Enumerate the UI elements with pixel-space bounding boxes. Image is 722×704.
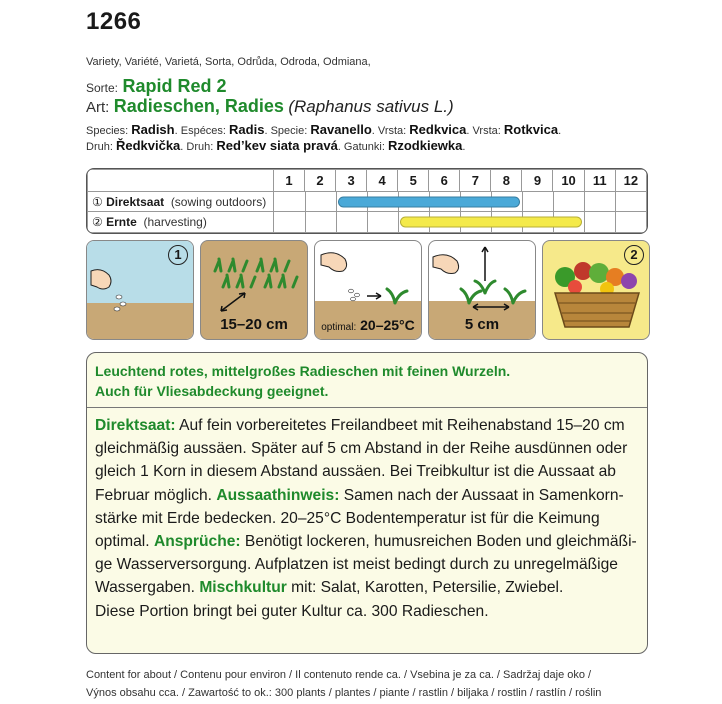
footer-line-1: Content for about / Contenu pour environ / Il contenuto rende ca. / Vsebina je za ca. / Sadržaj daje oko / bbox=[86, 669, 592, 681]
month-2: 2 bbox=[304, 170, 335, 192]
month-11: 11 bbox=[584, 170, 615, 192]
calendar-gridline bbox=[615, 212, 616, 232]
sorte-value: Rapid Red 2 bbox=[122, 76, 227, 96]
headline-2: Auch für Vliesabdeckung geeignet. bbox=[95, 383, 329, 399]
calendar-gridline bbox=[336, 212, 337, 232]
aussaat-label: Aussaathinweis: bbox=[216, 486, 340, 504]
sowing-period-bar bbox=[338, 196, 520, 207]
calendar-gridline bbox=[522, 192, 523, 212]
packet-number: 1266 bbox=[86, 8, 142, 35]
pictogram-strip bbox=[86, 240, 648, 344]
direktsaat-label: Direktsaat: bbox=[95, 417, 176, 434]
calendar-gridline bbox=[336, 192, 337, 212]
spec-value-it: Ravanello bbox=[310, 122, 372, 137]
variety-languages: Variety, Variété, Varietá, Sorta, Odrůda, Odroda, Odmiana, bbox=[86, 56, 371, 68]
calendar-gridline bbox=[615, 192, 616, 212]
spec-label-sl: Vrsta: bbox=[377, 125, 407, 137]
spec-value-sl: Redkvica bbox=[409, 122, 467, 137]
content-footer bbox=[86, 666, 601, 702]
month-3: 3 bbox=[336, 170, 367, 192]
pictogram-temperature bbox=[314, 240, 422, 340]
latin-name: (Raphanus sativus L.) bbox=[288, 97, 454, 116]
pictogram-sowing bbox=[86, 240, 194, 340]
harvest-period-bar bbox=[400, 217, 582, 228]
month-6: 6 bbox=[429, 170, 460, 192]
temperature-caption: 20–25°C bbox=[360, 317, 415, 333]
month-4: 4 bbox=[367, 170, 398, 192]
druh-value-cz: Ředkvička bbox=[115, 138, 181, 153]
calendar-gridline bbox=[305, 212, 306, 232]
spec-value-fr: Radis bbox=[229, 122, 265, 137]
druh-label-sk: Druh: bbox=[186, 141, 214, 153]
pictogram-thinning bbox=[428, 240, 536, 340]
headline-1: Leuchtend rotes, mittelgroßes Radieschen mit feinen Wurzeln. bbox=[95, 363, 511, 379]
spec-value-en: Radish bbox=[131, 122, 175, 137]
spec-label-it: Specie: bbox=[270, 125, 308, 137]
direktsaat-text: Auf fein vorbereitetes Freilandbeet mit Reihenabstand 15–20 cm gleichmäßig aussäen. Später auf 5 cm Abstand in der Reihe ausdünnen oder gleich 1 Korn in diesem Abstand aussäen. Bei Treibkultur ist die Aussaat ab Februar möglich. bbox=[95, 417, 628, 504]
spec-label-hr: Vrsta: bbox=[472, 125, 501, 137]
druh-translations: Druh: Ředkvička. Druh: Red’kev siata pravá. Gatunki: Rzodkiewka. bbox=[86, 138, 466, 153]
mischkultur-label: Mischkultur bbox=[199, 579, 287, 597]
druh-value-sk: Red’kev siata pravá bbox=[216, 138, 338, 153]
month-9: 9 bbox=[522, 170, 553, 192]
month-1: 1 bbox=[273, 170, 304, 192]
pictogram-harvest bbox=[542, 240, 650, 340]
thinning-caption: 5 cm bbox=[464, 316, 500, 333]
step-marker-2: 2 bbox=[624, 245, 644, 265]
druh-value-pl: Rzodkiewka bbox=[387, 138, 463, 153]
spec-value-hr: Rotkvica bbox=[503, 122, 559, 137]
portion-text: Diese Portion bringt bei guter Kultur ca. 300 Radieschen. bbox=[95, 602, 489, 620]
druh-label-cz: Druh: bbox=[86, 141, 113, 153]
harvest-label: Ernte bbox=[106, 215, 137, 230]
sowing-label: Direktsaat bbox=[106, 194, 165, 209]
footer-line-2: Výnos obsahu cca. / Zawartość to ok.: 300 plants / plantes / piante / rastlin / biljaka / rostlin / rastlín / roślin bbox=[86, 687, 602, 699]
calendar-gridline bbox=[398, 212, 399, 232]
variety-name bbox=[86, 76, 227, 97]
calendar-header-row bbox=[88, 170, 647, 192]
row-spacing-caption: 15–20 cm bbox=[220, 316, 288, 333]
calendar-row-harvest bbox=[88, 212, 647, 233]
step-marker-1: 1 bbox=[168, 245, 188, 265]
pictogram-row-spacing bbox=[200, 240, 308, 340]
species-name bbox=[86, 96, 454, 117]
sowing-bar-track bbox=[273, 191, 646, 212]
description-body bbox=[95, 414, 639, 623]
calendar-gridline bbox=[367, 212, 368, 232]
calendar-gridline bbox=[305, 192, 306, 212]
ansprueche-label: Ansprüche: bbox=[153, 533, 241, 551]
art-label: Art: bbox=[86, 99, 110, 116]
harvest-marker: ② bbox=[92, 215, 103, 230]
calendar-row-sowing bbox=[88, 191, 647, 212]
temperature-prefix: optimal: bbox=[321, 322, 357, 333]
calendar-gridline bbox=[584, 212, 585, 232]
aussaat-text: Samen nach der Aussaat in Samenkorn-stärke mit Erde bedecken. 20–25°C Bodentemperatur ist für die Keimung optimal. bbox=[95, 486, 624, 551]
month-8: 8 bbox=[491, 170, 522, 192]
harvest-sub: (harvesting) bbox=[143, 215, 207, 230]
description-box bbox=[86, 352, 648, 654]
spec-label-en: Species: bbox=[86, 125, 129, 137]
ansprueche-text: Benötigt lockeren, humusreichen Boden und gleichmäßi-ge Wasserversorgung. Aufplatzen ist meist bedingt durch zu unregelmäßige Wassergaben. bbox=[95, 533, 637, 597]
month-5: 5 bbox=[398, 170, 429, 192]
calendar-gridline bbox=[553, 192, 554, 212]
sowing-marker: ① bbox=[92, 194, 103, 209]
calendar-gridline bbox=[584, 192, 585, 212]
mischkultur-text: mit: Salat, Karotten, Petersilie, Zwiebel. bbox=[286, 579, 564, 597]
harvest-bar-track bbox=[273, 212, 646, 233]
species-translations: Species: Radish. Espéces: Radis. Specie: Ravanello. Vrsta: Redkvica. Vrsta: Rotkvica. bbox=[86, 122, 562, 137]
month-7: 7 bbox=[460, 170, 491, 192]
art-value: Radieschen, Radies bbox=[113, 96, 284, 116]
month-10: 10 bbox=[553, 170, 584, 192]
sorte-label: Sorte: bbox=[86, 81, 119, 95]
sowing-sub: (sowing outdoors) bbox=[170, 194, 267, 209]
description-divider bbox=[87, 407, 647, 408]
sowing-calendar bbox=[86, 168, 648, 234]
druh-label-pl: Gatunki: bbox=[343, 141, 385, 153]
spec-label-fr: Espéces: bbox=[180, 125, 226, 137]
month-12: 12 bbox=[615, 170, 646, 192]
